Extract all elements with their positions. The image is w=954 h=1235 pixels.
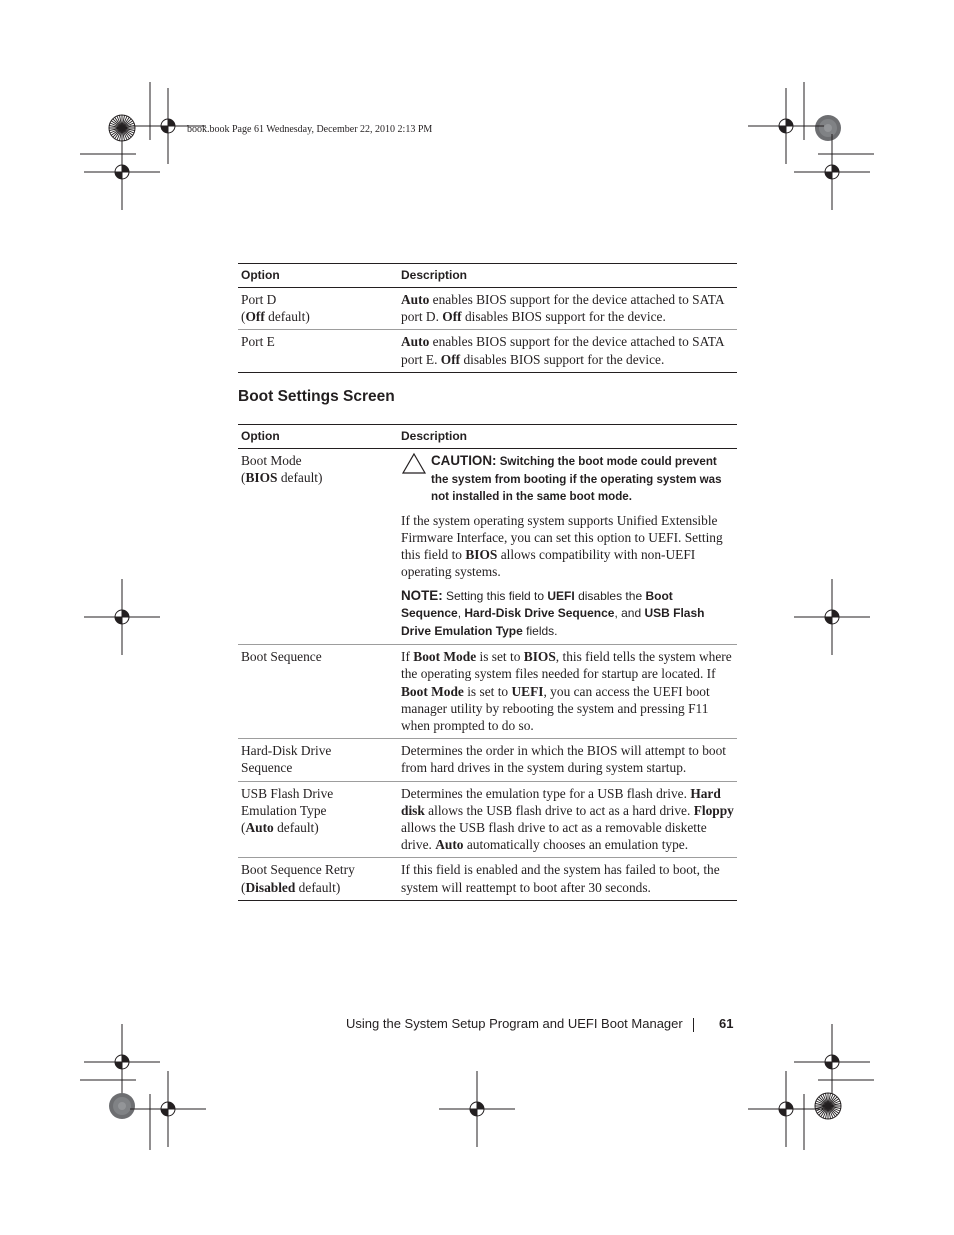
column-header-description: Description — [398, 425, 737, 449]
table-header-row — [238, 425, 737, 449]
caution-block — [401, 452, 734, 506]
footer-divider — [693, 1018, 694, 1032]
description-cell: Auto enables BIOS support for the device attached to SATA port D. Off disables BIOS support for the device. — [398, 288, 737, 330]
table-header-row — [238, 264, 737, 288]
description-cell: If this field is enabled and the system has failed to boot, the system will reattempt to boot after 30 seconds. — [398, 858, 737, 900]
caution-icon — [401, 452, 431, 506]
option-cell: Port E — [238, 330, 398, 372]
option-cell: Boot Sequence Retry (Disabled default) — [238, 858, 398, 900]
description-cell: Determines the emulation type for a USB flash drive. Hard disk allows the USB flash drive to act as a hard drive. Floppy allows the USB flash drive to act as a removable diskette drive. Auto automatically chooses an emulation type. — [398, 781, 737, 858]
table-row — [238, 330, 737, 372]
table-row — [238, 645, 737, 739]
option-name: Port D — [241, 292, 277, 307]
column-header-description: Description — [398, 264, 737, 288]
running-footer: Using the System Setup Program and UEFI Boot Manager — [346, 1016, 683, 1031]
option-cell: Boot Mode (BIOS default) — [238, 449, 398, 645]
boot-mode-description: If the system operating system supports Unified Extensible Firmware Interface, you can set this option to UEFI. Setting this field to BIOS allows compatibility with non-UEFI operating systems. — [401, 512, 723, 580]
option-cell: Boot Sequence — [238, 645, 398, 739]
sata-ports-table — [238, 263, 737, 373]
column-header-option: Option — [238, 425, 398, 449]
table-row — [238, 739, 737, 781]
caution-text: CAUTION: Switching the boot mode could prevent the system from booting if the operating system was not installed in the same boot mode. — [431, 453, 722, 504]
option-cell: USB Flash Drive Emulation Type (Auto default) — [238, 781, 398, 858]
default-value: Off — [245, 309, 265, 325]
note-block: NOTE: Setting this field to UEFI disables the Boot Sequence, Hard-Disk Drive Sequence, and USB Flash Drive Emulation Type fields. — [401, 587, 705, 638]
boot-settings-table — [238, 424, 737, 901]
description-cell — [398, 449, 737, 645]
column-header-option: Option — [238, 264, 398, 288]
description-cell: Auto enables BIOS support for the device attached to SATA port E. Off disables BIOS support for the device. — [398, 330, 737, 372]
table-row — [238, 858, 737, 900]
page-number: 61 — [719, 1016, 734, 1031]
option-cell: Hard-Disk Drive Sequence — [238, 739, 398, 781]
description-cell: If Boot Mode is set to BIOS, this field tells the system where the operating system files needed for startup are located. If Boot Mode is set to UEFI, you can access the UEFI boot manager utility by rebooting the system and pressing F11 when prompted to do so. — [398, 645, 737, 739]
option-cell: Port D (Off default) — [238, 288, 398, 330]
default-suffix: default) — [264, 309, 310, 325]
description-cell: Determines the order in which the BIOS will attempt to boot from hard drives in the system during system startup. — [398, 739, 737, 781]
section-heading: Boot Settings Screen — [238, 388, 395, 405]
table-row — [238, 781, 737, 858]
print-slug: book.book Page 61 Wednesday, December 22, 2010 2:13 PM — [187, 124, 433, 135]
table-row — [238, 449, 737, 645]
table-row — [238, 288, 737, 330]
